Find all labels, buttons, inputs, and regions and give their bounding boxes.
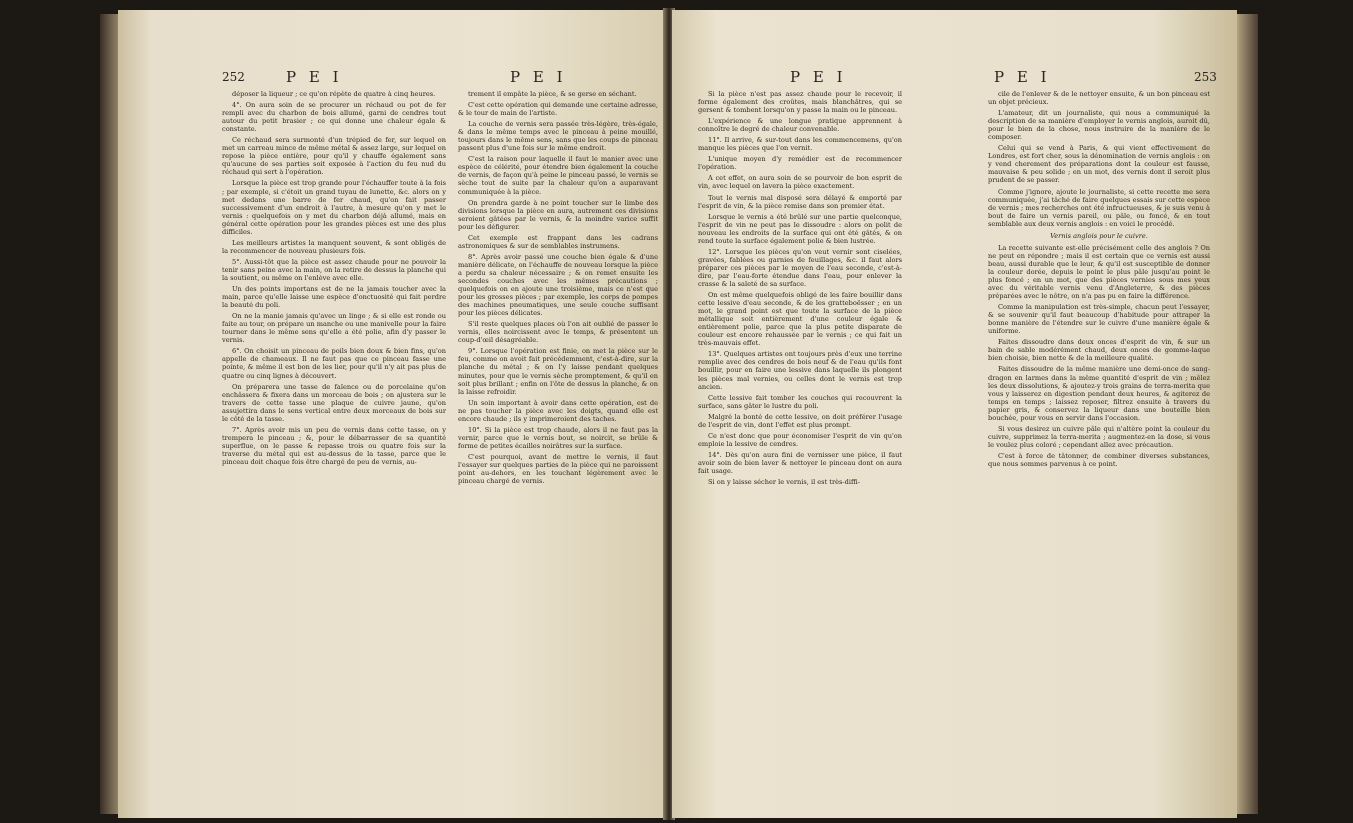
paragraph: 7°. Après avoir mis un peu de vernis dans cette tasse, on y trempera le pinceau ; &, pour le débarrasser de sa quantité superflue, on le passe & repasse trois ou quatre fois sur la traverse du métal qui est au-dessus de la tasse, parce que le pinceau doit chaque fois être chargé de peu de vernis, au- [222, 425, 446, 466]
right-page-edges [1236, 14, 1258, 814]
paragraph: Un soin important à avoir dans cette opération, est de ne pas toucher la pièce avec les doigts, quand elle est encore chaude ; ils y imprimeroient des taches. [458, 398, 658, 423]
paragraph: Vernis anglois pour le cuivre. [1050, 231, 1148, 240]
paragraph: 5°. Aussi-tôt que la pièce est assez chaude pour ne pouvoir la tenir sans peine avec la main, on la retire de dessus la planche qui la soutient, ou même on l'enlève avec elle. [222, 257, 446, 282]
paragraph: Lorsque la pièce est trop grande pour l'échauffer toute à la fois ; par exemple, si c'étoit un grand tuyau de lunette, &c. alors on y met dedans une barre de fer chaud, qu'on fait passer successivement d'un endroit à l'autre, à mesure qu'on y met le vernis : quelquefois on y met du charbon déjà allumé, mais en général cette opération pour les grandes pièces est une des plus difficiles. [222, 179, 446, 236]
header-left-title-2: P E I [510, 68, 567, 86]
paragraph: Si vous desirez un cuivre pâle qui n'altère point la couleur du cuivre, supprimez la terra-merita ; augmentez-en la dose, si vous le voulez plus coloré ; cependant allez avec précaution. [988, 424, 1210, 449]
paragraph: L'unique moyen d'y remédier est de recommencer l'opération. [698, 155, 902, 172]
paragraph: C'est cette opération qui demande une certaine adresse, & le tour de main de l'artiste. [458, 101, 658, 118]
paragraph: Cette lessive fait tomber les couches qui recouvrent la surface, sans gâter le lustre du poli. [698, 393, 902, 410]
header-left-title-1: P E I [286, 68, 343, 86]
paragraph: La couche de vernis sera passée très-légère, très-égale, & dans le même temps avec le pinceau à peine mouillé, toujours dans le même sens, sans que les coups de pinceau passent plus d'une fois sur le même endroit. [458, 120, 658, 153]
paragraph: S'il reste quelques places où l'on ait oublié de passer le vernis, elles noircissent avec le temps, & présentent un coup-d'œil désagréable. [458, 320, 658, 345]
paragraph: Cet exemple est frappant dans les cadrans astronomiques & sur de semblables instrumens. [458, 233, 658, 250]
paragraph: trement il empâte la pièce, & se gerse en séchant. [468, 90, 637, 98]
right-page-column-1 [698, 90, 902, 489]
header-right-title-1: P E I [790, 68, 847, 86]
paragraph: Si on y laisse sécher le vernis, il est très-diffi- [708, 478, 860, 487]
right-page-header [672, 68, 1237, 88]
paragraph: C'est à force de tâtonner, de combiner diverses substances, que nous sommes parvenus à ce point. [988, 451, 1210, 468]
paragraph: Faites dissoudre de la même manière une demi-once de sang-dragon en larmes dans la même quantité d'esprit de vin ; mêlez les deux dissolutions, & ajoutez-y trois grains de terra-merita que vous y laisserez en digestion pendant deux heures, & agiterez de temps en temps ; laissez reposer, filtrez ensuite à travers du papier gris, & conservez la liqueur dans une bouteille bien bouchée, pour vous en servir dans l'occasion. [988, 365, 1210, 422]
paragraph: Ce n'est donc que pour économiser l'esprit de vin qu'on emploie la lessive de cendres. [698, 431, 902, 448]
paragraph: 8°. Après avoir passé une couche bien égale & d'une manière délicate, on l'échauffe de nouveau lorsque la pièce a perdu sa chaleur nécessaire ; & on remet ensuite les secondes couches avec les mêmes précautions ; quelquefois on en ajoute une troisième, mais ce n'est que pour les grosses pièces ; par exemple, les corps de pompes des machines pneumatiques, une seule couche suffisant pour les pièces délicates. [458, 252, 658, 318]
paragraph: Comme j'ignore, ajoute le journaliste, si cette recette me sera communiquée, j'ai tâché de faire quelques essais sur cette espèce de vernis ; mes recherches ont été infructueuses, & je suis venu à bout de faire un vernis pareil, ou pâle, ou foncé, & en tout semblable aux deux vernis anglois : en voici le procédé. [988, 187, 1210, 228]
paragraph: On est même quelquefois obligé de les faire bouillir dans cette lessive d'eau seconde, & de les gratteboësser ; en un mot, le grand point est que toute la surface de la pièce métallique soit entièrement d'une couleur égale & entièrement polie, parce que la plus petite disparate de couleur est encore rehaussée par le vernis ; ce qui fait un très-mauvais effet. [698, 291, 902, 348]
paragraph: On ne la manie jamais qu'avec un linge ; & si elle est ronde ou faite au tour, on prépare un manche ou une manivelle pour la faire tourner dans le même sens qu'elle a été polie, afin d'y passer le vernis. [222, 312, 446, 345]
paragraph: L'amateur, dit un journaliste, qui nous a communiqué la description de sa manière d'employer le vernis anglois, auroit dû, pour le bien de la chose, nous instruire de la manière de le composer. [988, 109, 1210, 142]
left-page-edges [100, 14, 120, 814]
left-page [118, 10, 666, 818]
paragraph: cile de l'enlever & de le nettoyer ensuite, & un bon pinceau est un objet précieux. [988, 90, 1210, 107]
paragraph: 9°. Lorsque l'opération est finie, on met la pièce sur le feu, comme on avoit fait précédemment, c'est-à-dire, sur la planche du métal ; & on l'y laisse pendant quelques minutes, pour que le vernis sèche promptement, & qu'il en soit plus brillant ; enfin on l'ôte de dessus la planche, & on la laisse refroidir. [458, 347, 658, 396]
paragraph: C'est pourquoi, avant de mettre le vernis, il faut l'essayer sur quelques parties de la pièce qui ne paroissent point au-dehors, en les touchant légèrement avec le pinceau chargé de vernis. [458, 452, 658, 486]
paragraph: 6°. On choisit un pinceau de poils bien doux & bien fins, qu'on appelle de chameaux. Il ne faut pas que ce pinceau fasse une pointe, & même il est bon de les lier, pour qu'il n'y ait pas plus de quatre ou cinq lignes à découvert. [222, 347, 446, 380]
left-page-header [118, 68, 666, 88]
paragraph: 14°. Dès qu'on aura fini de vernisser une pièce, il faut avoir soin de bien laver & nettoyer le pinceau dont on aura fait usage. [698, 450, 902, 475]
paragraph: Un des points importans est de ne la jamais toucher avec la main, parce qu'elle laisse une espèce d'onctuosité qui fait perdre la beauté du poli. [222, 285, 446, 310]
left-page-column-1 [222, 90, 446, 469]
paragraph: Tout le vernis mal disposé sera délayé & emporté par l'esprit de vin, & la pièce remise dans son premier état. [698, 193, 902, 210]
paragraph: On préparera une tasse de faïence ou de porcelaine qu'on enchâssera & fixera dans un morceau de bois ; on ajustera sur le travers de cette tasse une plaque de cuivre jaune, qu'on assujettira dans le sens vertical entre deux morceaux de bois sur le côté de la tasse. [222, 382, 446, 423]
right-page-column-2 [988, 90, 1210, 471]
header-right-title-2: P E I [994, 68, 1051, 86]
paragraph: On prendra garde à ne point toucher sur le limbe des divisions lorsque la pièce en aura, autrement ces divisions seroient gâtées par le vernis, & la moindre varice suffit pour les défigurer. [458, 198, 658, 231]
paragraph: Ce réchaud sera surmonté d'un trépied de fer, sur lequel on met un carreau mince de même métal & assez large, sur lequel on repose la pièce entière, pour qu'il y chauffe également sans qu'aucune de ses parties soit exposée à l'action du feu nud du réchaud qui sert à l'opération. [222, 136, 446, 177]
paragraph: déposer la liqueur ; ce qu'on répète de quatre à cinq heures. [232, 90, 436, 98]
paragraph: Comme la manipulation est très-simple, chacun peut l'essayer, & se souvenir qu'il faut beaucoup d'habitude pour attraper la bonne manière de l'étendre sur le cuivre d'une manière égale & uniforme. [988, 303, 1210, 336]
paragraph: A cet effet, on aura soin de se pourvoir de bon esprit de vin, avec lequel on lavera la pièce exactement. [698, 174, 902, 191]
left-page-column-2 [458, 90, 658, 488]
paragraph: 11°. Il arrive, & sur-tout dans les commencemens, qu'on manque les pièces que l'on vernit. [698, 136, 902, 153]
paragraph: C'est la raison pour laquelle il faut le manier avec une espèce de célérité, pour étendre bien également la couche de vernis, de façon qu'à peine le pinceau passé, le vernis se sèche tout de suite par la chaleur qu'on a auparavant communiquée à la pièce. [458, 155, 658, 196]
paragraph: La recette suivante est-elle précisément celle des anglois ? On ne peut en répondre ; mais il est certain que ce vernis est aussi beau, aussi durable que le leur, & qu'il est susceptible de donner la couleur dorée, depuis le point le plus pâle jusqu'au point le plus foncé ; en un mot, que des pièces vernies sous mes yeux avec du véritable vernis venu d'Angleterre, & des pièces préparées avec le nôtre, on n'a pas pu en faire la différence. [988, 243, 1210, 301]
page-number-left: 252 [222, 70, 245, 84]
paragraph: Lorsque le vernis a été brûlé sur une partie quelconque, l'esprit de vin ne peut pas le dissoudre : alors on polit de nouveau les endroits de la surface qui ont été gâtés, & on rend toute la surface également polie & bien lustrée. [698, 212, 902, 245]
paragraph: 12°. Lorsque les pièces qu'on veut vernir sont ciselées, gravées, fablées ou garnies de feuillages, &c. il faut alors préparer ces pièces par le moyen de l'eau seconde, c'est-à-dire, par l'eau-forte étendue dans l'eau, pour enlever la crasse & la saleté de sa surface. [698, 247, 902, 288]
paragraph: Celui qui se vend à Paris, & qui vient effectivement de Londres, est fort cher, sous la dénomination de vernis anglois : on y vend cherement des préparations dont la couleur est fausse, mauvaise & peu solide ; en un mot, des vernis dont il seroit plus prudent de se passer. [988, 144, 1210, 185]
paragraph: 10°. Si la pièce est trop chaude, alors il ne faut pas la vernir, parce que le vernis bout, se noircit, se brûle & forme de petites écailles noirâtres sur la surface. [458, 425, 658, 450]
paragraph: L'expérience & une longue pratique apprennent à connoître le degré de chaleur convenable. [698, 117, 902, 134]
right-page [672, 10, 1237, 818]
paragraph: Malgré la bonté de cette lessive, on doit préférer l'usage de l'esprit de vin, dont l'effet est plus prompt. [698, 412, 902, 429]
paragraph: 13°. Quelques artistes ont toujours près d'eux une terrine remplie avec des cendres de bois neuf & de l'eau qu'ils font bouillir, pour en faire une lessive dans laquelle ils plongent les pièces mal vernies, ou celles dont le vernis est trop ancien. [698, 350, 902, 391]
page-number-right: 253 [1194, 70, 1217, 84]
paragraph: Si la pièce n'est pas assez chaude pour le recevoir, il forme également des croûtes, mais blanchâtres, qui se gersent & tombent lorsqu'on y passe la main ou le pinceau. [698, 90, 902, 115]
paragraph: Faites dissoudre dans deux onces d'esprit de vin, & sur un bain de sable modérément chaud, deux onces de gomme-laque bien choisie, bien nette & de la meilleure qualité. [988, 338, 1210, 363]
paragraph: Les meilleurs artistes la manquent souvent, & sont obligés de la recommencer de nouveau plusieurs fois. [222, 238, 446, 255]
paragraph: 4°. On aura soin de se procurer un réchaud ou pot de fer rempli avec du charbon de bois allumé, garni de cendres tout autour du petit brasier ; ce qui donne une chaleur égale & constante. [222, 101, 446, 134]
